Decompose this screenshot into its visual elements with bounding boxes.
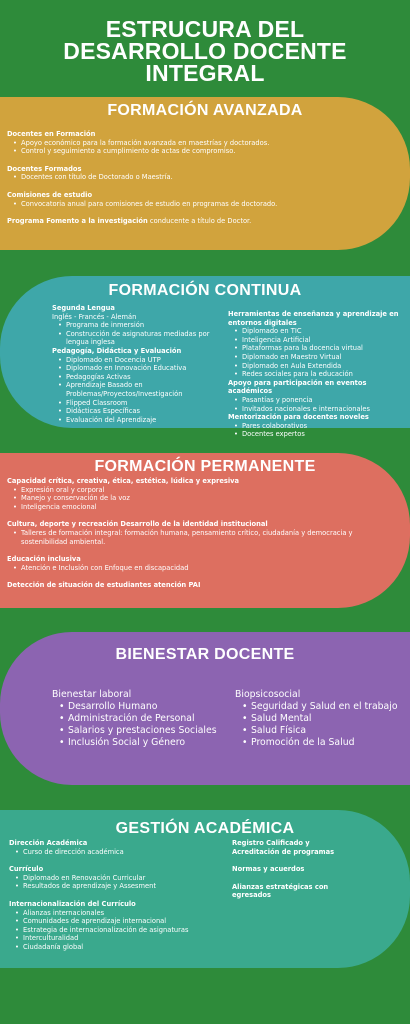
list-item: • Atención e Inclusión con Enfoque en discapacidad <box>21 564 382 573</box>
list-item: • Diplomado en Renovación Curricular <box>23 874 224 883</box>
list-item: • Ciudadanía global <box>23 943 224 952</box>
page-title <box>0 18 410 84</box>
group-title: Biopsicosocial <box>235 689 301 700</box>
list-item: • Flipped Classroom <box>66 399 212 408</box>
list-item: • Alianzas internacionales <box>23 909 224 918</box>
list-item: • Promoción de la Salud <box>251 737 405 749</box>
list-item: • Salarios y prestaciones Sociales <box>68 725 222 737</box>
list-item: • Comunidades de aprendizaje internacional <box>23 917 224 926</box>
group-title: Currículo <box>9 865 44 874</box>
list-item: • Salud Física <box>251 725 405 737</box>
registro-label: Registro Calificado y Acreditación de programas <box>232 839 335 856</box>
gestion-academica-panel <box>0 810 410 968</box>
group-title: Educación inclusiva <box>7 555 81 564</box>
title-line: INTEGRAL <box>145 60 265 86</box>
group-title: Docentes Formados <box>7 164 82 173</box>
list-item: • Evaluación del Aprendizaje <box>66 416 212 425</box>
section-heading: GESTIÓN ACADÉMICA <box>115 820 295 837</box>
formacion-avanzada-panel <box>0 97 410 250</box>
group-title: Docentes en Formación <box>7 130 96 138</box>
group-title: Bienestar laboral <box>52 689 132 700</box>
title-line: DESARROLLO DOCENTE <box>63 38 347 64</box>
list-item: • Diplomado en TIC <box>242 327 403 336</box>
program-name: Programa Fomento a la investigación <box>7 217 148 226</box>
list-item: • Plataformas para la docencia virtual <box>242 344 403 353</box>
list-item: • Diplomado en Maestro Virtual <box>242 353 403 362</box>
list-item: • Aprendizaje Basado en Problemas/Proyectos/Investigación <box>66 381 212 398</box>
list-item: • Diplomado en Aula Extendida <box>242 362 403 371</box>
list-item: • Pedagogías Activas <box>66 373 212 382</box>
list-item: • Docentes con título de Doctorado o Maestría. <box>21 173 337 182</box>
list-item: • Manejo y conservación de la voz <box>21 494 382 503</box>
list-item: • Apoyo económico para la formación avanzada en maestrías y doctorados. <box>21 139 337 148</box>
program-desc: conducente a título de Doctor. <box>147 217 252 226</box>
group-title: Dirección Académica <box>9 839 88 847</box>
list-item: • Diplomado en Docencia UTP <box>66 356 212 365</box>
list-item: • Redes sociales para la educación <box>242 370 403 379</box>
list-item: • Pasantías y ponencia <box>242 396 403 405</box>
list-item: • Inclusión Social y Género <box>68 737 222 749</box>
list-item: • Convocatoria anual para comisiones de estudio en programas de doctorado. <box>21 200 337 209</box>
list-item: • Curso de dirección académica <box>23 848 224 857</box>
list-item: • Expresión oral y corporal <box>21 486 382 495</box>
title-line: ESTRUCURA DEL <box>105 16 305 42</box>
group-title: Cultura, deporte y recreación Desarrollo de la identidad institucional <box>7 520 268 529</box>
group-title: Mentorización para docentes noveles <box>228 413 369 422</box>
list-item: • Invitados nacionales e internacionales <box>242 405 403 414</box>
group-title: Pedagogía, Didáctica y Evaluación <box>52 346 182 355</box>
list-item: • Didácticas Específicas <box>66 407 212 416</box>
list-item: • Pares colaborativos <box>242 422 403 431</box>
list-item: • Salud Mental <box>251 713 405 725</box>
section-heading: FORMACIÓN PERMANENTE <box>94 458 316 475</box>
group-subtitle: Inglés - Francés - Alemán <box>52 312 137 321</box>
formacion-permanente-panel <box>0 453 410 608</box>
group-title: Capacidad crítica, creativa, ética, estética, lúdica y expresiva <box>7 477 240 485</box>
group-title: Apoyo para participación en eventos académicos <box>228 378 367 396</box>
list-item: • Programa de inmersión <box>66 321 212 330</box>
alianzas-label: Alianzas estratégicas con egresados <box>232 882 329 900</box>
list-item: • Resultados de aprendizaje y Assesment <box>23 882 224 891</box>
formacion-continua-panel <box>0 276 410 439</box>
list-item: • Interculturalidad <box>23 934 224 943</box>
group-title: Detección de situación de estudiantes atención PAI <box>7 581 201 590</box>
group-title: Comisiones de estudio <box>7 190 93 199</box>
normas-label: Normas y acuerdos <box>232 865 305 874</box>
list-item: • Seguridad y Salud en el trabajo <box>251 701 405 713</box>
section-heading: FORMACIÓN AVANZADA <box>107 102 303 119</box>
list-item: • Inteligencia emocional <box>21 503 382 512</box>
list-item: • Talleres de formación integral: formación humana, pensamiento crítico, ciudadanía y democracia y sostenibilidad ambiental. <box>21 529 382 546</box>
list-item: • Estrategia de internacionalización de asignaturas <box>23 926 224 935</box>
list-item: • Docentes expertos <box>242 430 403 439</box>
list-item: • Inteligencia Artificial <box>242 336 403 345</box>
list-item: • Control y seguimiento a cumplimiento de actas de compromiso. <box>21 147 337 156</box>
group-title: Herramientas de enseñanza y aprendizaje en entornos digitales <box>228 310 399 327</box>
list-item: • Administración de Personal <box>68 713 222 725</box>
group-title: Internacionalización del Currículo <box>9 899 136 908</box>
bienestar-docente-panel <box>0 632 410 785</box>
section-heading: BIENESTAR DOCENTE <box>115 646 295 663</box>
list-item: • Desarrollo Humano <box>68 701 222 713</box>
section-heading: FORMACIÓN CONTINUA <box>108 282 302 299</box>
program-line <box>7 217 337 226</box>
list-item: • Construcción de asignaturas mediadas por lengua inglesa <box>66 330 212 347</box>
list-item: • Diplomado en Innovación Educativa <box>66 364 212 373</box>
group-title: Segunda Lengua <box>52 304 115 312</box>
